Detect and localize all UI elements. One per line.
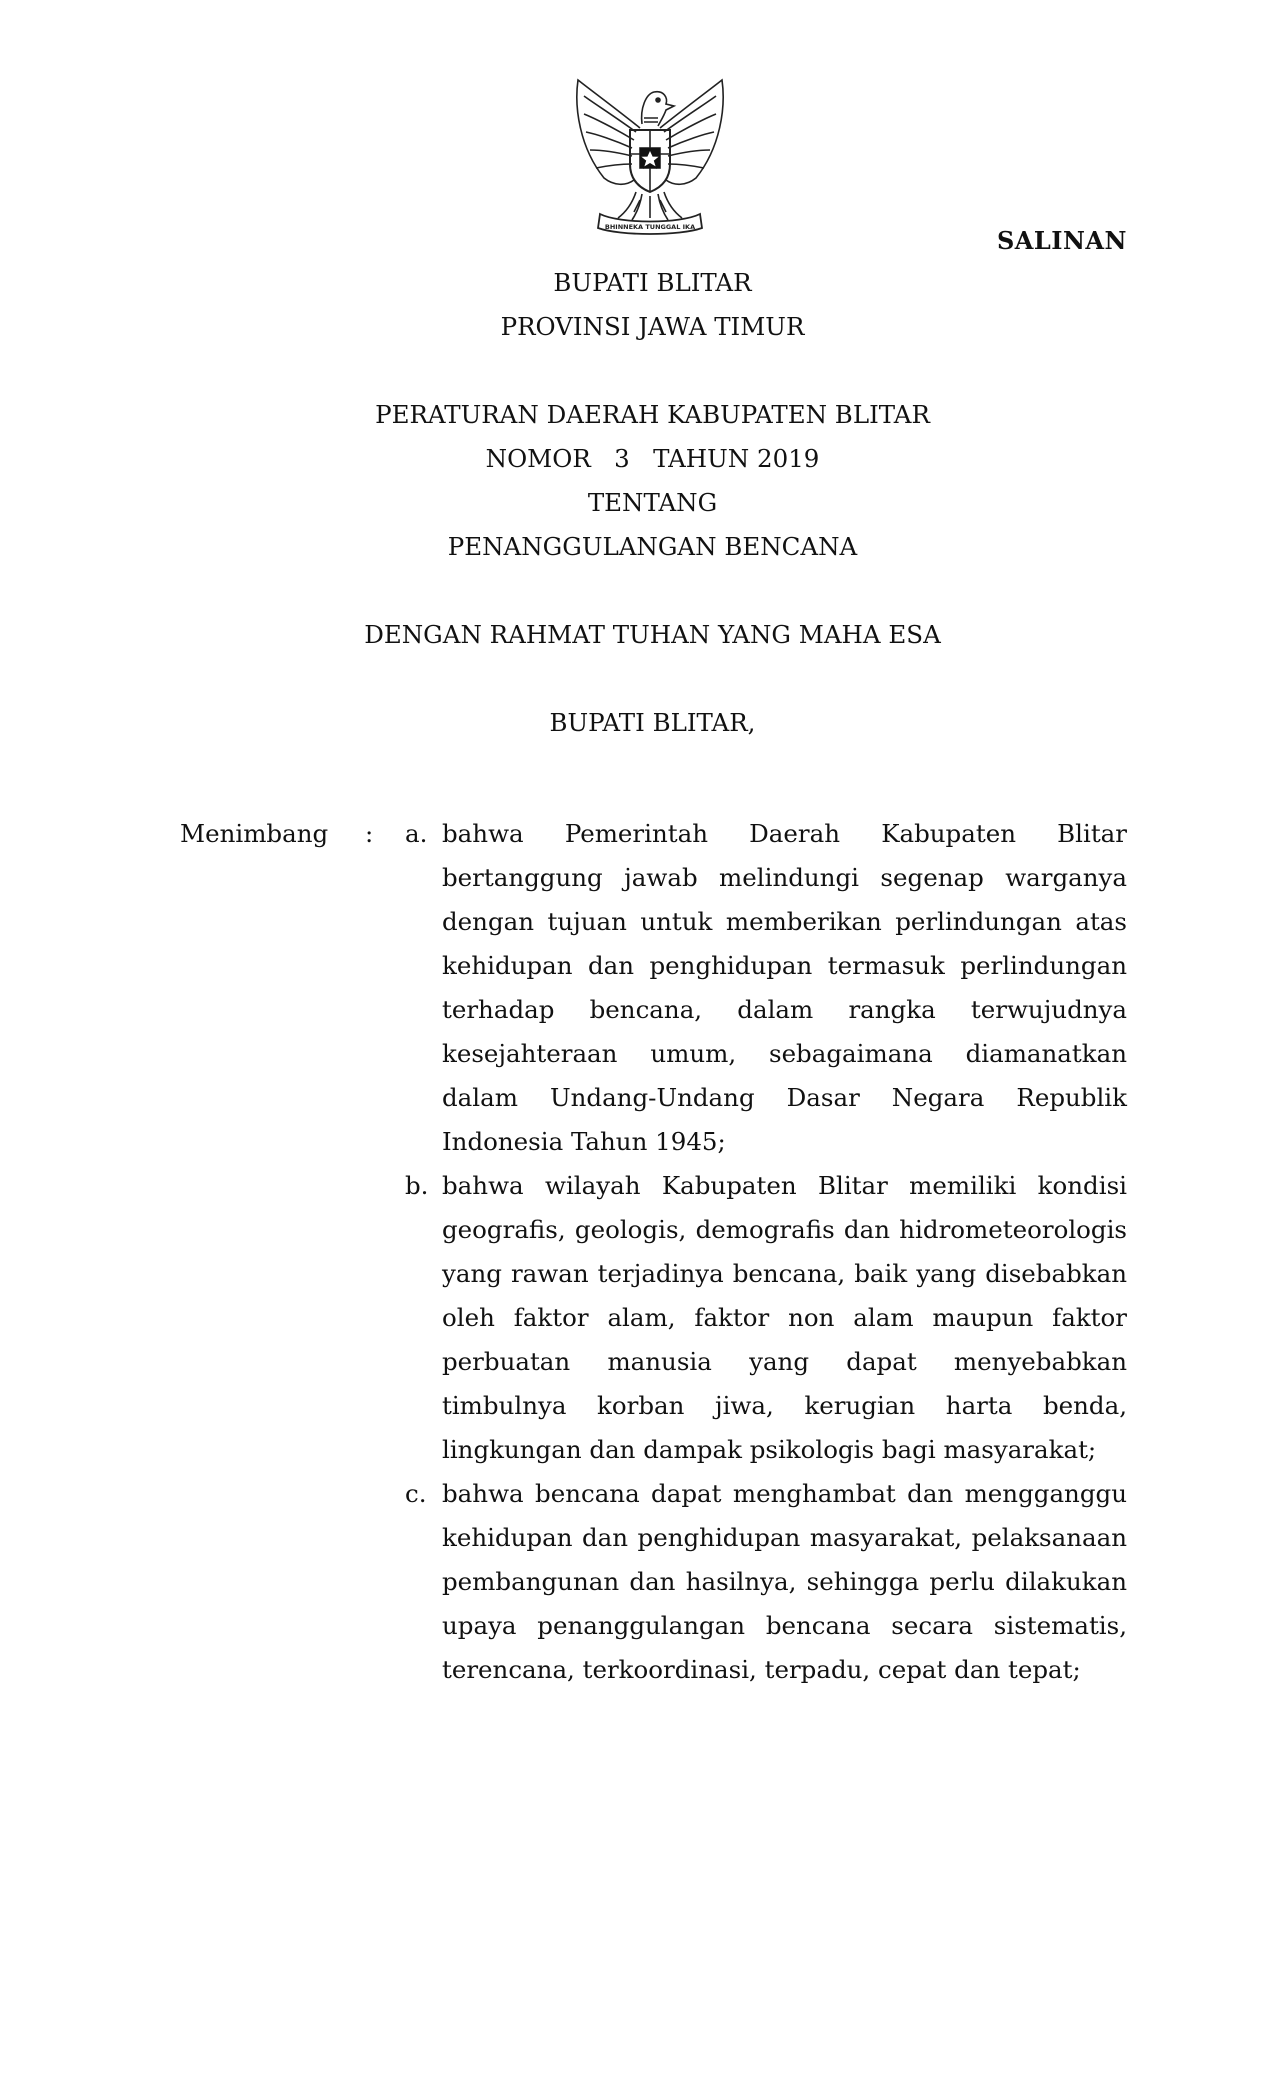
regulation-number: NOMOR 3 TAHUN 2019 — [485, 444, 820, 473]
regulation-title: PERATURAN DAERAH KABUPATEN BLITAR — [375, 400, 930, 429]
province-heading: PROVINSI JAWA TIMUR — [500, 312, 805, 341]
considering-item-a — [405, 812, 1127, 1164]
item-text: bahwa bencana dapat menghambat dan mengganggu kehidupan dan penghidupan masyarakat, pelaksanaan pembangunan dan hasilnya, sehingga perlu dilakukan upaya penanggulangan bencana secara sistematis, terencana, terkoordinasi, terpadu, cepat dan tepat; — [442, 1479, 1127, 1684]
authority-line: BUPATI BLITAR, — [549, 708, 756, 737]
item-letter: c. — [405, 1479, 427, 1508]
emblem-motto: BHINNEKA TUNGGAL IKA — [604, 223, 696, 231]
issuer-heading: BUPATI BLITAR — [553, 268, 752, 297]
item-text: bahwa wilayah Kabupaten Blitar memiliki kondisi geografis, geologis, demografis dan hidrometeorologis yang rawan terjadinya bencana, baik yang disebabkan oleh faktor alam, faktor non alam maupun faktor perbuatan manusia yang dapat menyebabkan timbulnya korban jiwa, kerugian harta benda, lingkungan dan dampak psikologis bagi masyarakat; — [442, 1171, 1127, 1464]
item-letter: a. — [405, 819, 428, 848]
considering-label: Menimbang — [180, 819, 329, 848]
regulation-about: TENTANG — [587, 488, 718, 517]
considering-items — [405, 812, 1127, 1692]
considering-colon: : — [365, 819, 374, 848]
regulation-subject: PENANGGULANGAN BENCANA — [447, 532, 858, 561]
considering-item-c — [405, 1472, 1127, 1692]
item-letter: b. — [405, 1171, 429, 1200]
item-text: bahwa Pemerintah Daerah Kabupaten Blitar bertanggung jawab melindungi segenap warganya dengan tujuan untuk memberikan perlindungan atas kehidupan dan penghidupan termasuk perlindungan terhadap bencana, dalam rangka terwujudnya kesejahteraan umum, sebagaimana diamanatkan dalam Undang-Undang Dasar Negara Republik Indonesia Tahun 1945; — [442, 819, 1127, 1156]
blessing-line: DENGAN RAHMAT TUHAN YANG MAHA ESA — [364, 620, 941, 649]
copy-mark: SALINAN — [996, 226, 1127, 255]
garuda-emblem-icon — [570, 68, 730, 240]
considering-item-b — [405, 1164, 1127, 1472]
